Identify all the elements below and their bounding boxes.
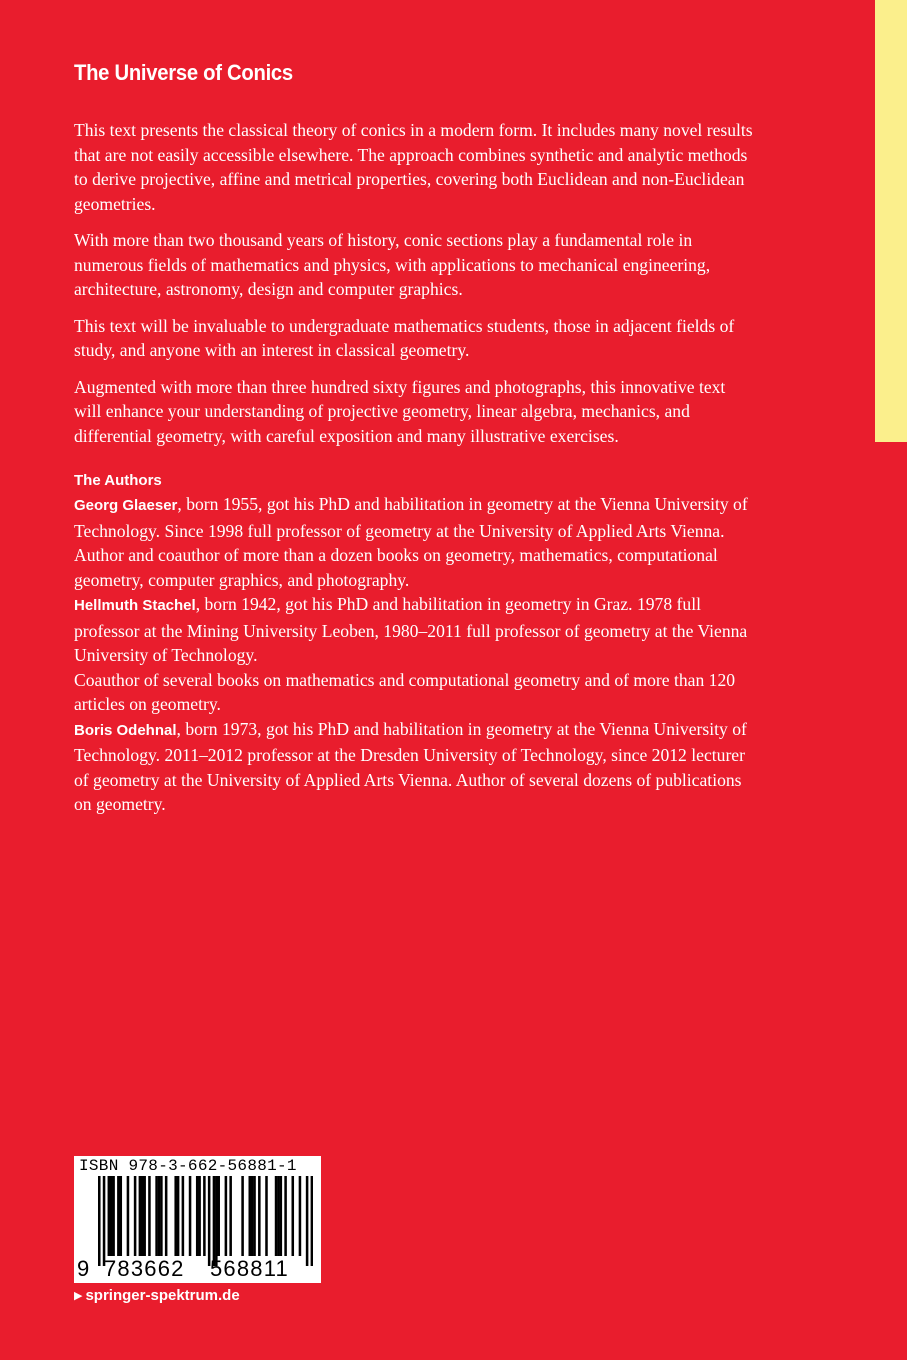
barcode-digits-left: 783662 <box>104 1256 185 1281</box>
barcode-bar <box>225 1176 228 1256</box>
barcode-bar <box>110 1176 113 1256</box>
author-name-odehnal: Boris Odehnal <box>74 721 177 739</box>
barcode-bar <box>196 1176 199 1256</box>
barcode-bar <box>139 1176 142 1256</box>
barcode-bar <box>112 1176 115 1256</box>
barcode-bar <box>213 1176 216 1266</box>
description-paragraph-2: With more than two thousand years of history, conic sections play a fundamental role in numerous fields of mathematics and physics, with applications to mechanical engineering, architecture, astronomy, design and computer graphics. <box>74 230 711 299</box>
barcode-bar <box>258 1176 261 1256</box>
barcode-bars <box>98 1176 313 1266</box>
barcode-bar <box>217 1176 220 1256</box>
barcode-bar <box>280 1176 283 1256</box>
barcode-bar <box>148 1176 151 1256</box>
description-paragraph-3: This text will be invaluable to undergraduate mathematics students, those in adjacent fields of study, and anyone with an interest in classical geometry. <box>74 315 735 360</box>
author-name-stachel: Hellmuth Stachel <box>74 597 196 614</box>
barcode-bar <box>117 1176 120 1256</box>
authors-heading: The Authors <box>74 472 162 489</box>
barcode-bar <box>215 1176 218 1266</box>
barcode-bar <box>127 1176 130 1256</box>
barcode-bar <box>158 1176 161 1256</box>
barcode-bar <box>306 1176 309 1266</box>
barcode-bar <box>208 1176 211 1266</box>
barcode-bar <box>160 1176 163 1256</box>
website-text: springer-spektrum.de <box>85 1287 240 1304</box>
barcode-bar <box>189 1176 192 1256</box>
barcode-bar <box>182 1176 185 1256</box>
author-bio-stachel-continued: Coauthor of several books on mathematics and computational geometry and of more than 120 articles on geometry. <box>74 669 736 714</box>
barcode-bar <box>141 1176 144 1256</box>
barcode-bar <box>198 1176 201 1256</box>
barcode-bar <box>120 1176 123 1256</box>
description-paragraph-4: Augmented with more than three hundred sixty figures and photographs, this innovative text will enhance your understanding of projective geometry, linear algebra, mechanics, and differential geometry, with careful exposition and many illustrative exercises. <box>74 376 726 446</box>
barcode-bar <box>143 1176 146 1256</box>
barcode-bar <box>165 1176 168 1256</box>
barcode-bar <box>292 1176 295 1256</box>
author-bio-glaeser <box>74 492 754 592</box>
barcode-bar <box>284 1176 287 1256</box>
author-name-glaeser: Georg Glaeser <box>74 497 178 514</box>
barcode-bar <box>275 1176 278 1256</box>
barcode-bar <box>253 1176 256 1256</box>
barcode-bar <box>177 1176 180 1256</box>
barcode-bar <box>299 1176 302 1256</box>
description-paragraph-1: This text presents the classical theory of conics in a modern form. It includes many novel results that are not easily accessible elsewhere. The approach combines synthetic and analytic methods to derive projective, affine and metrical properties, covering both Euclidean and non-Euclidean geometries. <box>74 120 753 214</box>
author-bio-text: , born 1973, got his PhD and habilitation in geometry at the Vienna University of Technology. 2011–2012 professor at the Dresden University of Technology, since 2012 lecturer of geometry at the University of Applied Arts Vienna. Author of several dozens of publications on geometry. <box>74 718 747 814</box>
barcode-bar <box>134 1176 137 1256</box>
author-bio-text: , born 1955, got his PhD and habilitation in geometry at the Vienna University of Technology. Since 1998 full professor of geometry at the University of Applied Arts Vienna. Author and coauthor of more than a dozen books on geometry, mathematics, computational geometry, computer graphics, and photography. <box>74 494 748 590</box>
barcode-bar <box>103 1176 106 1266</box>
barcode-bar <box>241 1176 244 1256</box>
barcode-bar <box>98 1176 101 1266</box>
back-cover-content <box>74 60 754 817</box>
yellow-spine-strip <box>875 0 907 442</box>
barcode-bar <box>277 1176 280 1256</box>
author-bio-stachel <box>74 592 754 668</box>
author-bio-odehnal <box>74 717 754 817</box>
barcode-digits-right: 568811 <box>210 1256 289 1281</box>
book-title: The Universe of Conics <box>74 60 293 85</box>
barcode-bar <box>265 1176 268 1256</box>
publisher-website-link[interactable] <box>74 1287 240 1304</box>
barcode-bar <box>203 1176 206 1256</box>
barcode-bar <box>155 1176 158 1256</box>
barcode-bar <box>249 1176 252 1256</box>
author-bio-text: , born 1942, got his PhD and habilitation in geometry in Graz. 1978 full professor at the Mining University Leoben, 1980–2011 full professor of geometry at the Vienna University of Technology. <box>74 594 748 665</box>
isbn-label: ISBN 978-3-662-56881-1 <box>79 1157 297 1175</box>
barcode-bar <box>229 1176 232 1256</box>
barcode-bar <box>311 1176 313 1266</box>
barcode-bar <box>251 1176 254 1256</box>
barcode-bar <box>108 1176 111 1256</box>
barcode-digit-first: 9 <box>77 1256 90 1281</box>
arrow-right-icon: ▶ <box>74 1290 83 1302</box>
isbn-barcode <box>74 1156 321 1283</box>
barcode-bar <box>174 1176 177 1256</box>
